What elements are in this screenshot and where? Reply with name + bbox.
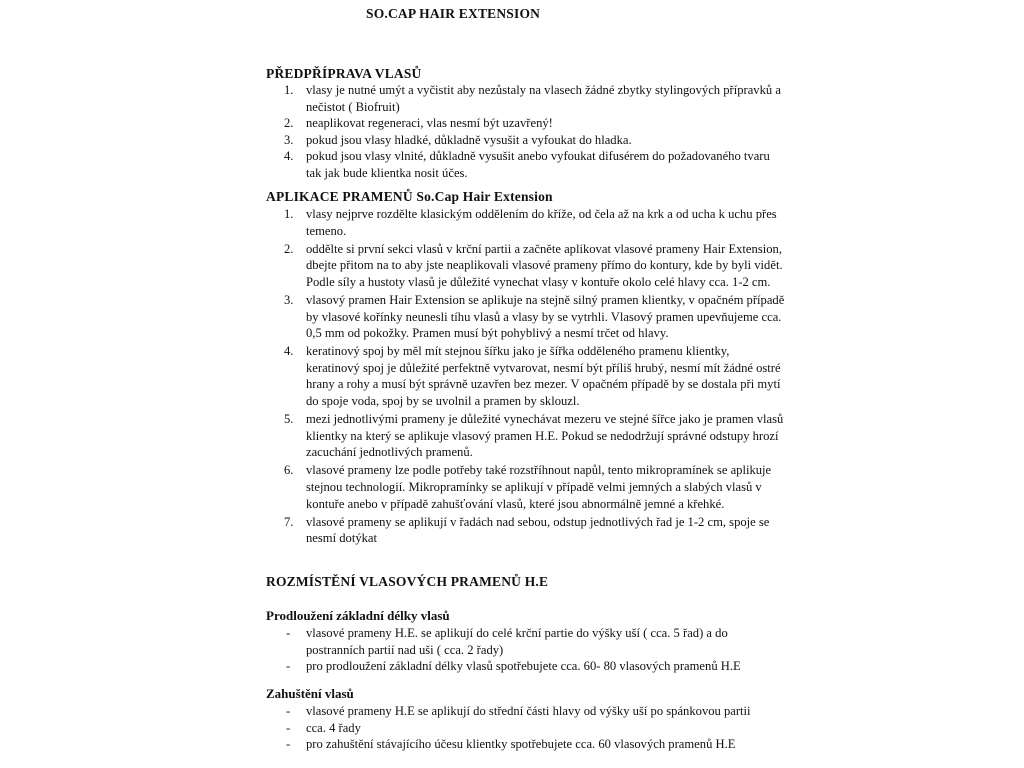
list-item [266,703,786,720]
item-text: mezi jednotlivými prameny je důležité vynechávat mezeru ve stejné šířce jako je pramen vlasů klientky na který se aplikuje vlasový pramen H.E. Pokud se nedodržují správné odstupy hrozí zacuchání jednotlivých pramenů. [306,412,784,460]
list-item [266,292,786,342]
item-text: cca. 4 řady [306,720,361,735]
item-text: vlasový pramen Hair Extension se aplikuje na stejně silný pramen klientky, v opačném případě by vlasové kořínky neunesli tíhu vlasů a vlasy by se vytrhli. Vlasový pramen upevňujeme cca. 0,5 mm od pokožky. Pramen musí být pohyblivý a nesmí trčet od hlavy. [306,292,785,341]
list-item [266,658,786,675]
bullet-dash: - [286,720,291,735]
bullet-dash: - [286,659,291,674]
section-preparation [266,66,786,182]
item-text: vlasy je nutné umýt a vyčistit aby nezůstaly na vlasech žádné zbytky stylingových přípravků a nečistot ( Biofruit) [306,83,781,114]
list-item [266,82,786,115]
item-text: vlasové prameny H.E. se aplikují do celé krční partie do výšky uší ( cca. 5 řad) a do postranních partií nad uši ( cca. 2 řady) [306,626,728,657]
item-text: pokud jsou vlasy vlnité, důkladně vysušit anebo vyfoukat difusérem do požadovaného tvaru tak jak bude klientka nosit účes. [306,149,770,180]
list-item [266,411,786,461]
list-item [266,514,786,547]
list-item [266,736,786,753]
bullet-dash: - [286,704,291,718]
document-title: SO.CAP HAIR EXTENSION [366,6,541,21]
item-number: 4. [284,344,294,359]
subsection-lengthening [266,608,786,675]
list-item [266,241,786,291]
list-item [266,343,786,409]
item-number: 5. [284,412,294,427]
item-text: pokud jsou vlasy hladké, důkladně vysušit a vyfoukat do hladka. [306,132,632,147]
numbered-list [266,206,786,547]
list-item [266,132,786,149]
item-number: 3. [284,292,294,307]
item-number: 2. [284,241,294,256]
item-number: 1. [284,207,294,221]
item-text: vlasy nejprve rozdělte klasickým oddělením do kříže, od čela až na krk a od ucha k uchu přes temeno. [306,207,777,238]
subsection-thickening [266,686,786,753]
item-number: 3. [284,132,294,147]
section-placement [266,574,786,590]
item-text: pro zahuštění stávajícího účesu klientky spotřebujete cca. 60 vlasových pramenů H.E [306,737,736,752]
item-text: pro prodloužení základní délky vlasů spotřebujete cca. 60- 80 vlasových pramenů H.E [306,659,741,674]
section-heading: PŘEDPŘÍPRAVA VLASŮ [266,66,422,81]
item-text: oddělte si první sekci vlasů v krční partii a začněte aplikovat vlasové prameny Hair Extension, dbejte přitom na to aby jste neaplikovali vlasové prameny přímo do kontury, kde by byli vidět. Podle síly a hustoty vlasů je důležité vynechat vlasy v kontuře okolo celé hlavy cca. 1-2 cm. [306,241,783,289]
item-text: vlasové prameny se aplikují v řadách nad sebou, odstup jednotlivých řad je 1-2 cm, spoje se nesmí dotýkat [306,514,770,546]
item-number: 2. [284,116,294,131]
section-heading: APLIKACE PRAMENŮ So.Cap Hair Extension [266,189,553,204]
subsection-heading: Zahuštění vlasů [266,686,354,701]
list-item [266,625,786,658]
bullet-list [266,703,786,753]
list-item [266,115,786,132]
bullet-dash: - [286,737,291,752]
item-number: 6. [284,463,294,478]
list-item [266,148,786,181]
subsection-heading: Prodloužení základní délky vlasů [266,608,450,623]
item-text: vlasové prameny lze podle potřeby také rozstříhnout napůl, tento mikropramínek se aplikuje stejnou technologií. Mikropramínky se aplikují v případě velmi jemných a slabých vlasů v kontuře anebo v případě zahušťování vlasů, které jsou abnormálně jemné a křehké. [306,463,772,511]
numbered-list [266,82,786,182]
item-text: keratinový spoj by měl mít stejnou šířku jako je šířka odděleného pramenu klientky, keratinový spoj je důležité perfektně vytvarovat, nesmí být příliš hrubý, nesmí mít žádné ostré hrany a rohy a musí být správně uzavřen bez mezer. V opačném případě by se dostala při mytí do spoje voda, spoj by se uvolnil a pramen by sklouzl. [306,344,781,409]
section-heading: ROZMÍSTĚNÍ VLASOVÝCH PRAMENŮ H.E [266,574,549,589]
bullet-list [266,625,786,675]
section-application [266,189,786,548]
item-text: neaplikovat regeneraci, vlas nesmí být uzavřený! [306,116,553,131]
list-item [266,206,786,239]
item-number: 1. [284,83,294,97]
item-number: 7. [284,514,294,529]
item-number: 4. [284,149,294,164]
item-text: vlasové prameny H.E se aplikují do střední části hlavy od výšky uší po spánkovou partii [306,704,751,718]
list-item [266,462,786,512]
list-item [266,720,786,737]
bullet-dash: - [286,626,291,640]
